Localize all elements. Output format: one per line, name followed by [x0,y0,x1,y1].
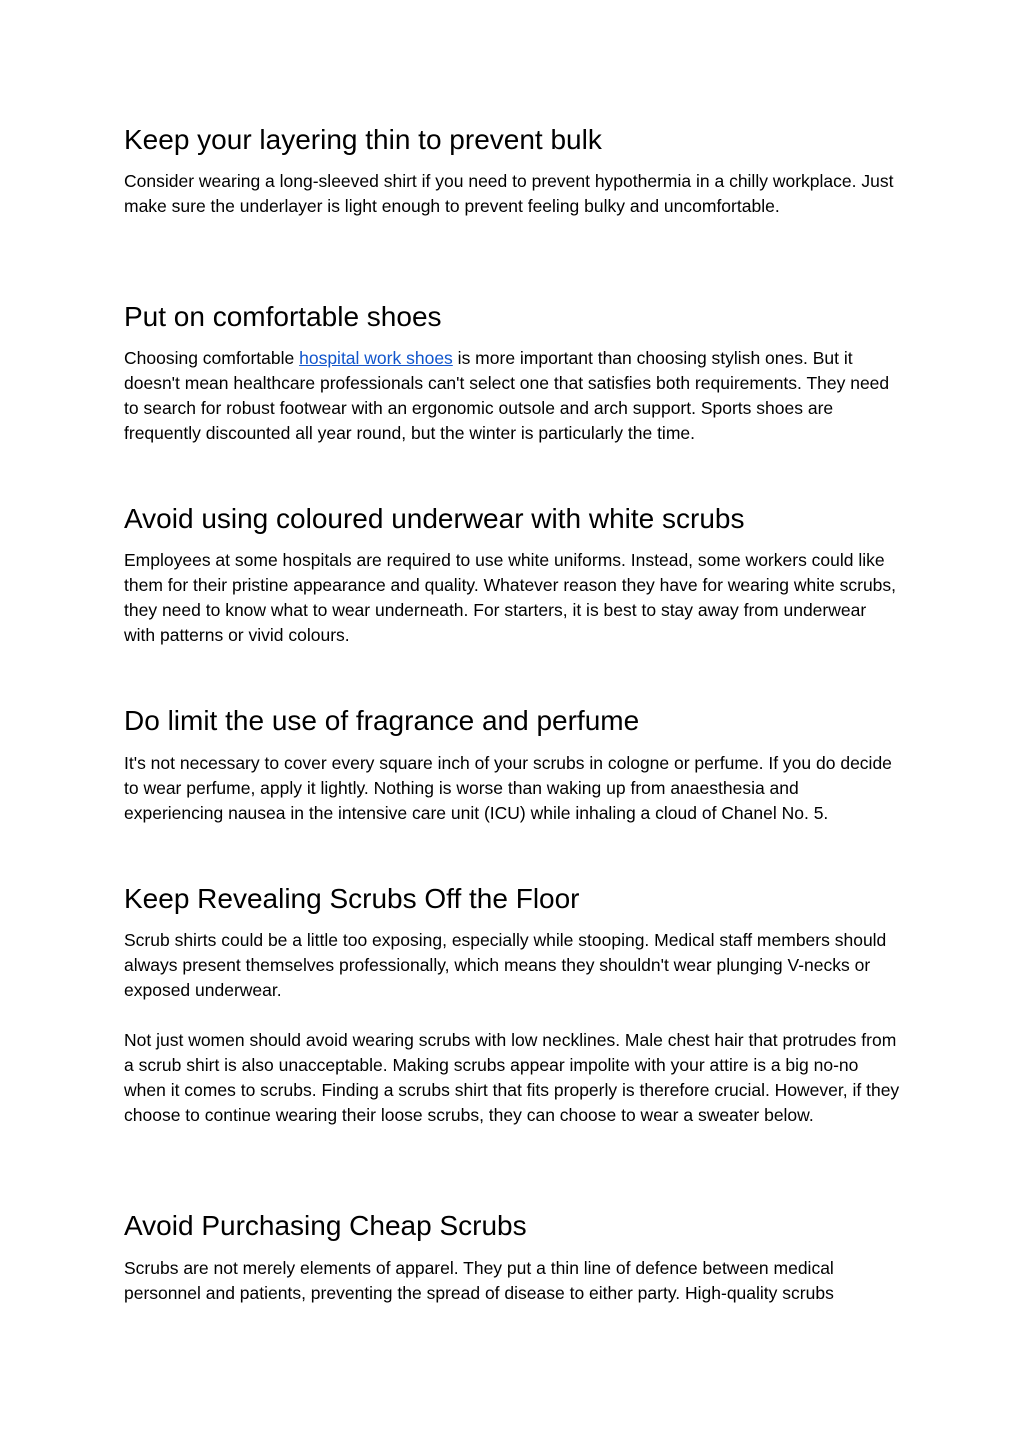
section-heading-cheap-scrubs: Avoid Purchasing Cheap Scrubs [124,1210,527,1241]
section-paragraph-revealing-1: Scrub shirts could be a little too exposing, especially while stooping. Medical staff members should always present themselves professionally, which means they shouldn't wear plunging V-necks or exposed underwear. [124,930,887,1000]
section-heading-layering: Keep your layering thin to prevent bulk [124,124,602,155]
section-paragraph-shoes [124,346,900,446]
hospital-work-shoes-link[interactable]: hospital work shoes [299,348,453,368]
section-heading-revealing: Keep Revealing Scrubs Off the Floor [124,883,580,914]
section-paragraph-fragrance: It's not necessary to cover every square inch of your scrubs in cologne or perfume. If you do decide to wear perfume, apply it lightly. Nothing is worse than waking up from anaesthesia and experiencing nausea in the intensive care unit (ICU) while inhaling a cloud of Chanel No. 5. [124,753,892,823]
shoes-text-after-link: is more important than choosing stylish ones. But it doesn't mean healthcare professionals can't select one that satisfies both requirements. They need to search for robust footwear with an ergonomic outsole and arch support. Sports shoes are frequently discounted all year round, but the winter is particularly the time. [124,348,890,443]
section-paragraph-layering: Consider wearing a long-sleeved shirt if you need to prevent hypothermia in a chilly workplace. Just make sure the underlayer is light enough to prevent feeling bulky and uncomfortable. [124,171,894,216]
section-heading-fragrance: Do limit the use of fragrance and perfume [124,705,640,736]
section-heading-underwear: Avoid using coloured underwear with white scrubs [124,503,745,534]
section-paragraph-underwear: Employees at some hospitals are required to use white uniforms. Instead, some workers could like them for their pristine appearance and quality. Whatever reason they have for wearing white scrubs, they need to know what to wear underneath. For starters, it is best to stay away from underwear with patterns or vivid colours. [124,550,897,645]
section-heading-shoes: Put on comfortable shoes [124,301,442,332]
shoes-text-before-link: Choosing comfortable [124,348,300,368]
section-paragraph-cheap-scrubs: Scrubs are not merely elements of apparel. They put a thin line of defence between medical personnel and patients, preventing the spread of disease to either party. High-quality scrubs [124,1258,834,1303]
section-paragraph-revealing-2: Not just women should avoid wearing scrubs with low necklines. Male chest hair that protrudes from a scrub shirt is also unacceptable. Making scrubs appear impolite with your attire is a big no-no when it comes to scrubs. Finding a scrubs shirt that fits properly is therefore crucial. However, if they choose to continue wearing their loose scrubs, they can choose to wear a sweater below. [124,1030,900,1125]
